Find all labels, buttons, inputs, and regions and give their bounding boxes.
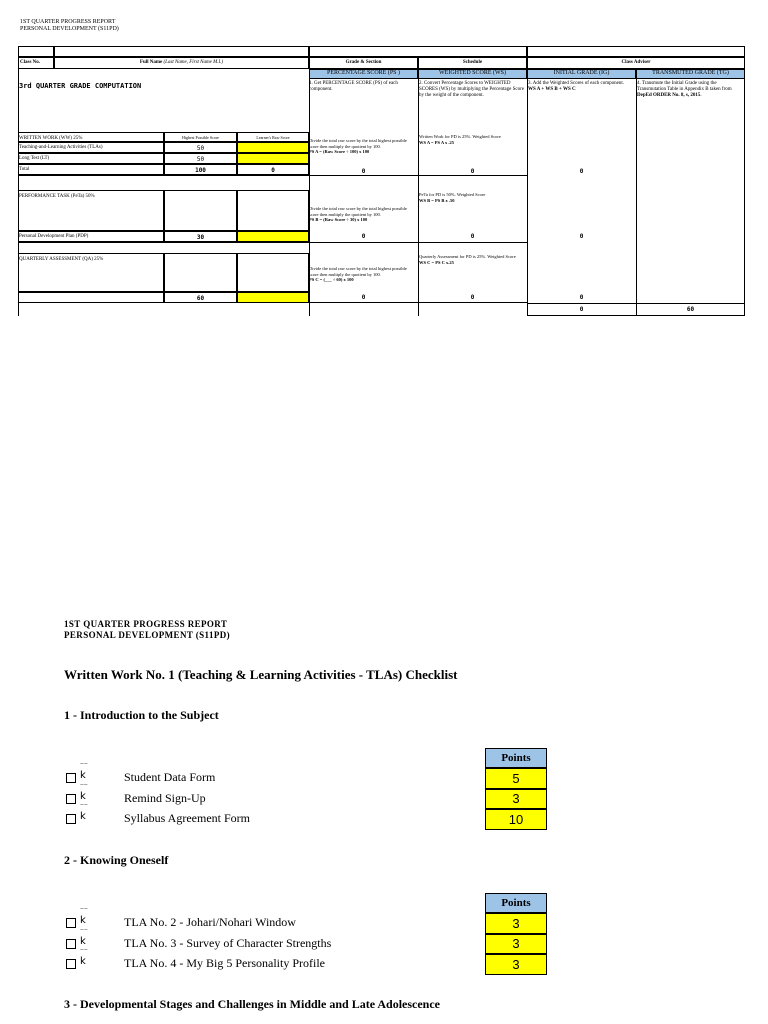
check-glyph: k <box>80 936 86 947</box>
ws-header: WEIGHTED SCORE (WS) <box>418 69 527 79</box>
deped-order: DepEd ORDER No. 8, s, 2015 <box>637 93 701 98</box>
qa-ps-formula: PS C = (___ ÷ 60) x 100 <box>309 277 354 282</box>
blank-cell <box>18 46 54 57</box>
points-remind-sign-up[interactable]: 3 <box>485 789 547 809</box>
pt-ps-formula: PS B = (Raw Score ÷ 30) x 100 <box>309 217 368 222</box>
item-remind-sign-up: Remind Sign-Up <box>124 791 206 805</box>
pt-pdp-raw-input[interactable] <box>237 231 309 242</box>
item-syllabus-agreement: Syllabus Agreement Form <box>124 811 250 825</box>
report-subtitle: PERSONAL DEVELOPMENT (S11PD) <box>20 26 119 32</box>
ww-hps-header: Highest Possible Score <box>164 132 237 142</box>
qa-hps: 60 <box>164 292 237 303</box>
points-syllabus-agreement[interactable]: 10 <box>485 809 547 830</box>
final-tg-value: 60 <box>686 306 695 313</box>
pt-ps-desc: Divide the total raw score by the total highest possible score then multiply the quotient by 100. PS B = (Raw Score ÷ 30) x 100 <box>309 206 407 222</box>
checklist-title: Written Work No. 1 (Teaching & Learning Activities - TLAs) Checklist <box>64 667 458 682</box>
ww-total-hps: 100 <box>164 164 237 175</box>
pt-ws-value: 0 <box>470 233 475 240</box>
ww-ps-formula: PS A = (Raw Score ÷ 100) x 100 <box>309 149 370 154</box>
ww-row-lt-label: Long Test (LT) <box>18 153 164 164</box>
full-name-hint: (Last Name, First Name M.I.) <box>163 60 224 65</box>
blank-cell <box>54 46 309 57</box>
pt-ig-value: 0 <box>579 233 584 240</box>
qa-ws-desc: Quarterly Assessment for PD is 25%. Weighted Score WS C = PS C x.25 <box>419 254 516 265</box>
pt-label: PERFORMANCE TASK (PeTa) 50% <box>18 190 164 231</box>
points-tla-3[interactable]: 3 <box>485 934 547 954</box>
pt-pdp-hps: 30 <box>164 231 237 242</box>
check-glyph: k <box>80 811 86 822</box>
blank-cell <box>164 253 237 292</box>
qa-raw-input[interactable] <box>237 292 309 303</box>
pt-ws-formula: WS B = PS B x .50 <box>419 197 455 203</box>
checkbox-tla-3[interactable] <box>66 939 76 949</box>
check-glyph: k <box>80 956 86 967</box>
step-ws: 2. Convert Percentage Scores to WEIGHTED SCORES (WS) by multiplying the Percentage Score by the weight of the component. <box>419 81 524 98</box>
blank-cell <box>237 190 309 231</box>
grade-section-label: Grade & Section <box>309 57 418 69</box>
blank-cell <box>164 190 237 231</box>
checklist-report-title: 1ST QUARTER PROGRESS REPORT <box>64 619 228 629</box>
checkbox-tla-4[interactable] <box>66 959 76 969</box>
ig-formula: WS A + WS B + WS C <box>528 87 576 92</box>
section-3-title: 3 - Developmental Stages and Challenges in Middle and Late Adolescence <box>64 997 441 1011</box>
report-title: 1ST QUARTER PROGRESS REPORT <box>20 19 116 25</box>
final-ig-value: 0 <box>579 306 584 313</box>
ww-row-lt-raw-input[interactable] <box>237 153 309 164</box>
tick-mark: ‒‒ <box>80 905 88 912</box>
grade-computation-sheet <box>18 46 745 316</box>
step-ig: 3. Add the Weighted Scores of each component. WS A + WS B + WS C <box>528 81 625 92</box>
blank-cell <box>527 46 745 57</box>
ww-ig-value: 0 <box>579 168 584 175</box>
item-tla-3: TLA No. 3 - Survey of Character Strengths <box>124 936 332 950</box>
check-glyph: k <box>80 915 86 926</box>
tg-header: TRANSMUTED GRADE (TG) <box>636 69 745 79</box>
qa-ig-value: 0 <box>579 294 584 301</box>
ww-ws-formula: WS A = PS A x .25 <box>419 139 454 145</box>
computation-title: 3rd QUARTER GRADE COMPUTATION <box>19 82 142 90</box>
item-student-data-form: Student Data Form <box>124 770 216 784</box>
ww-row-tla-hps: 50 <box>164 142 237 153</box>
ww-row-tla-raw-input[interactable] <box>237 142 309 153</box>
ww-ws-desc: Written Work for PD is 25%. Weighted Score WS A = PS A x .25 <box>419 134 501 145</box>
ww-total-raw: 0 <box>237 164 309 175</box>
ww-row-tla-label: Teaching-and-Learning Activities (TLAs) <box>18 142 164 153</box>
qa-ps-desc: Divide the total raw score by the total highest possible score then multiply the quotient by 100. PS C = (___ ÷ 60) x 100 <box>309 266 407 282</box>
checklist-header <box>64 619 230 641</box>
checklist-report-subtitle: PERSONAL DEVELOPMENT (S11PD) <box>64 630 231 640</box>
check-glyph: k <box>80 770 86 781</box>
checkbox-syllabus-agreement[interactable] <box>66 814 76 824</box>
step-tg: 4. Transmute the Initial Grade using the Transmutation Table in Appendix B taken from DepEd ORDER No. 8, s, 2015. <box>637 81 732 98</box>
pt-ws-desc: PeTa for PD is 50%. Weighted Score WS B = PS B x .50 <box>419 192 486 203</box>
points-student-data-form[interactable]: 5 <box>485 768 547 789</box>
step-ps: 1. Get PERCENTAGE SCORE (PS) of each component. <box>309 81 398 92</box>
ww-ps-desc: Divide the total raw score by the total highest possible score then multiply the quotient by 100. PS A = (Raw Score ÷ 100) x 100 <box>309 138 407 154</box>
qa-ws-formula: WS C = PS C x.25 <box>419 259 454 265</box>
ww-ws-value: 0 <box>470 168 475 175</box>
item-tla-4: TLA No. 4 - My Big 5 Personality Profile <box>124 956 325 970</box>
qa-ws-value: 0 <box>470 294 475 301</box>
section-2-title: 2 - Knowing Oneself <box>64 853 169 867</box>
checkbox-remind-sign-up[interactable] <box>66 794 76 804</box>
pt-pdp-label: Personal Development Plan (PDP) <box>18 231 164 242</box>
check-glyph: k <box>80 791 86 802</box>
class-adviser-label: Class Adviser <box>527 57 745 69</box>
checkbox-tla-2[interactable] <box>66 918 76 928</box>
full-name-label: Full Name (Last Name, First Name M.I.) <box>54 57 309 69</box>
ww-total-label: Total <box>18 164 164 175</box>
section-1-title: 1 - Introduction to the Subject <box>64 708 219 722</box>
tick-mark: ‒‒ <box>80 926 88 933</box>
class-no-label: Class No. <box>18 57 54 69</box>
blank-cell <box>237 253 309 292</box>
tick-mark: ‒‒ <box>80 801 88 808</box>
tick-mark: ‒‒ <box>80 781 88 788</box>
ww-raw-header: Learner's Raw Score <box>237 132 309 142</box>
ps-header: PERCENTAGE SCORE (PS ) <box>309 69 418 79</box>
ww-row-lt-hps: 50 <box>164 153 237 164</box>
checkbox-student-data-form[interactable] <box>66 773 76 783</box>
qa-label: QUARTERLY ASSESSMENT (QA) 25% <box>18 253 164 292</box>
tick-mark: ‒‒ <box>80 760 88 767</box>
item-tla-2: TLA No. 2 - Johari/Nohari Window <box>124 915 296 929</box>
schedule-label: Schedule <box>418 57 527 69</box>
points-header: Points <box>485 893 547 913</box>
ww-label: WRITTEN WORK (WW) 25% <box>18 132 164 142</box>
pt-ps-value: 0 <box>361 233 366 240</box>
blank-cell <box>18 292 164 303</box>
points-tla-4[interactable]: 3 <box>485 954 547 975</box>
report-header <box>20 19 119 33</box>
tick-mark: ‒‒ <box>80 946 88 953</box>
ig-header: INITIAL GRADE (IG) <box>527 69 636 79</box>
points-header: Points <box>485 748 547 768</box>
blank-cell <box>309 46 527 57</box>
qa-ps-value: 0 <box>361 294 366 301</box>
ww-ps-value: 0 <box>361 168 366 175</box>
points-tla-2[interactable]: 3 <box>485 913 547 934</box>
